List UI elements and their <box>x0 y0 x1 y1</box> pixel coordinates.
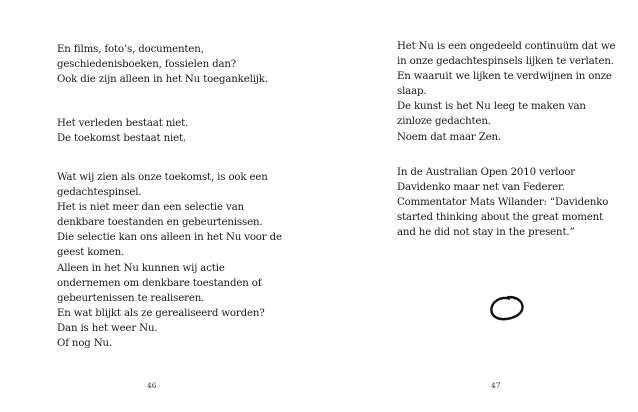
text-line: Wat wij zien als onze toekomst, is ook een <box>57 172 268 183</box>
right-paragraph-1 <box>397 39 615 145</box>
text-line: geschiedenisboeken, fossielen dan? <box>57 59 237 71</box>
text-line: Of nog Nu. <box>57 338 113 350</box>
right-page <box>319 0 638 412</box>
text-line: De kunst is het Nu leeg te maken van <box>397 101 586 113</box>
text-line: Ook die zijn alleen in het Nu toegankelijk. <box>57 74 268 86</box>
text-line: Het verleden bestaat niet. <box>57 118 189 129</box>
enso-circle-icon <box>485 293 529 323</box>
text-line: zinloze gedachten. <box>397 116 491 128</box>
text-line: in onze gedachtespinsels lijken te verlaten. <box>397 56 614 68</box>
right-paragraph-2 <box>397 165 608 240</box>
text-line: Alleen in het Nu kunnen wij actie <box>57 262 225 274</box>
text-line: Noem dat maar Zen. <box>397 131 502 143</box>
text-line: Het is niet meer dan een selectie van <box>57 202 244 214</box>
left-paragraph-3 <box>57 170 282 351</box>
text-line: Davidenko maar net van Federer. <box>397 182 565 194</box>
text-line: slaap. <box>397 86 427 98</box>
text-line: Commentator Mats Wilander: “Davidenko <box>397 197 609 209</box>
text-line: gedachtespinsel. <box>57 187 142 199</box>
left-paragraph-2 <box>57 116 188 146</box>
text-line: Die selectie kan ons alleen in het Nu voor de <box>57 232 282 244</box>
text-line: De toekomst bestaat niet. <box>57 133 187 145</box>
text-line: started thinking about the great moment <box>397 212 604 224</box>
left-paragraph-1 <box>57 42 268 87</box>
text-line: ondernemen om denkbare toestanden of <box>57 277 262 289</box>
text-line: En wat blijkt als ze gerealiseerd worden? <box>57 307 265 319</box>
text-line: and he did not stay in the present.” <box>397 227 575 239</box>
text-line: In de Australian Open 2010 verloor <box>397 167 576 178</box>
text-line: gebeurtenissen te realiseren. <box>57 292 205 304</box>
page-number-right: 47 <box>491 381 501 390</box>
text-line: Dan is het weer Nu. <box>57 322 158 334</box>
text-line: En films, foto’s, documenten, <box>57 44 204 55</box>
text-line: denkbare toestanden en gebeurtenissen. <box>57 217 263 229</box>
text-line: geest komen. <box>57 247 125 259</box>
page-number-left: 46 <box>147 381 157 390</box>
text-line: En waaruit we lijken te verdwijnen in onze <box>397 71 612 83</box>
text-line: Het Nu is een ongedeeld continuüm dat we <box>397 41 616 52</box>
